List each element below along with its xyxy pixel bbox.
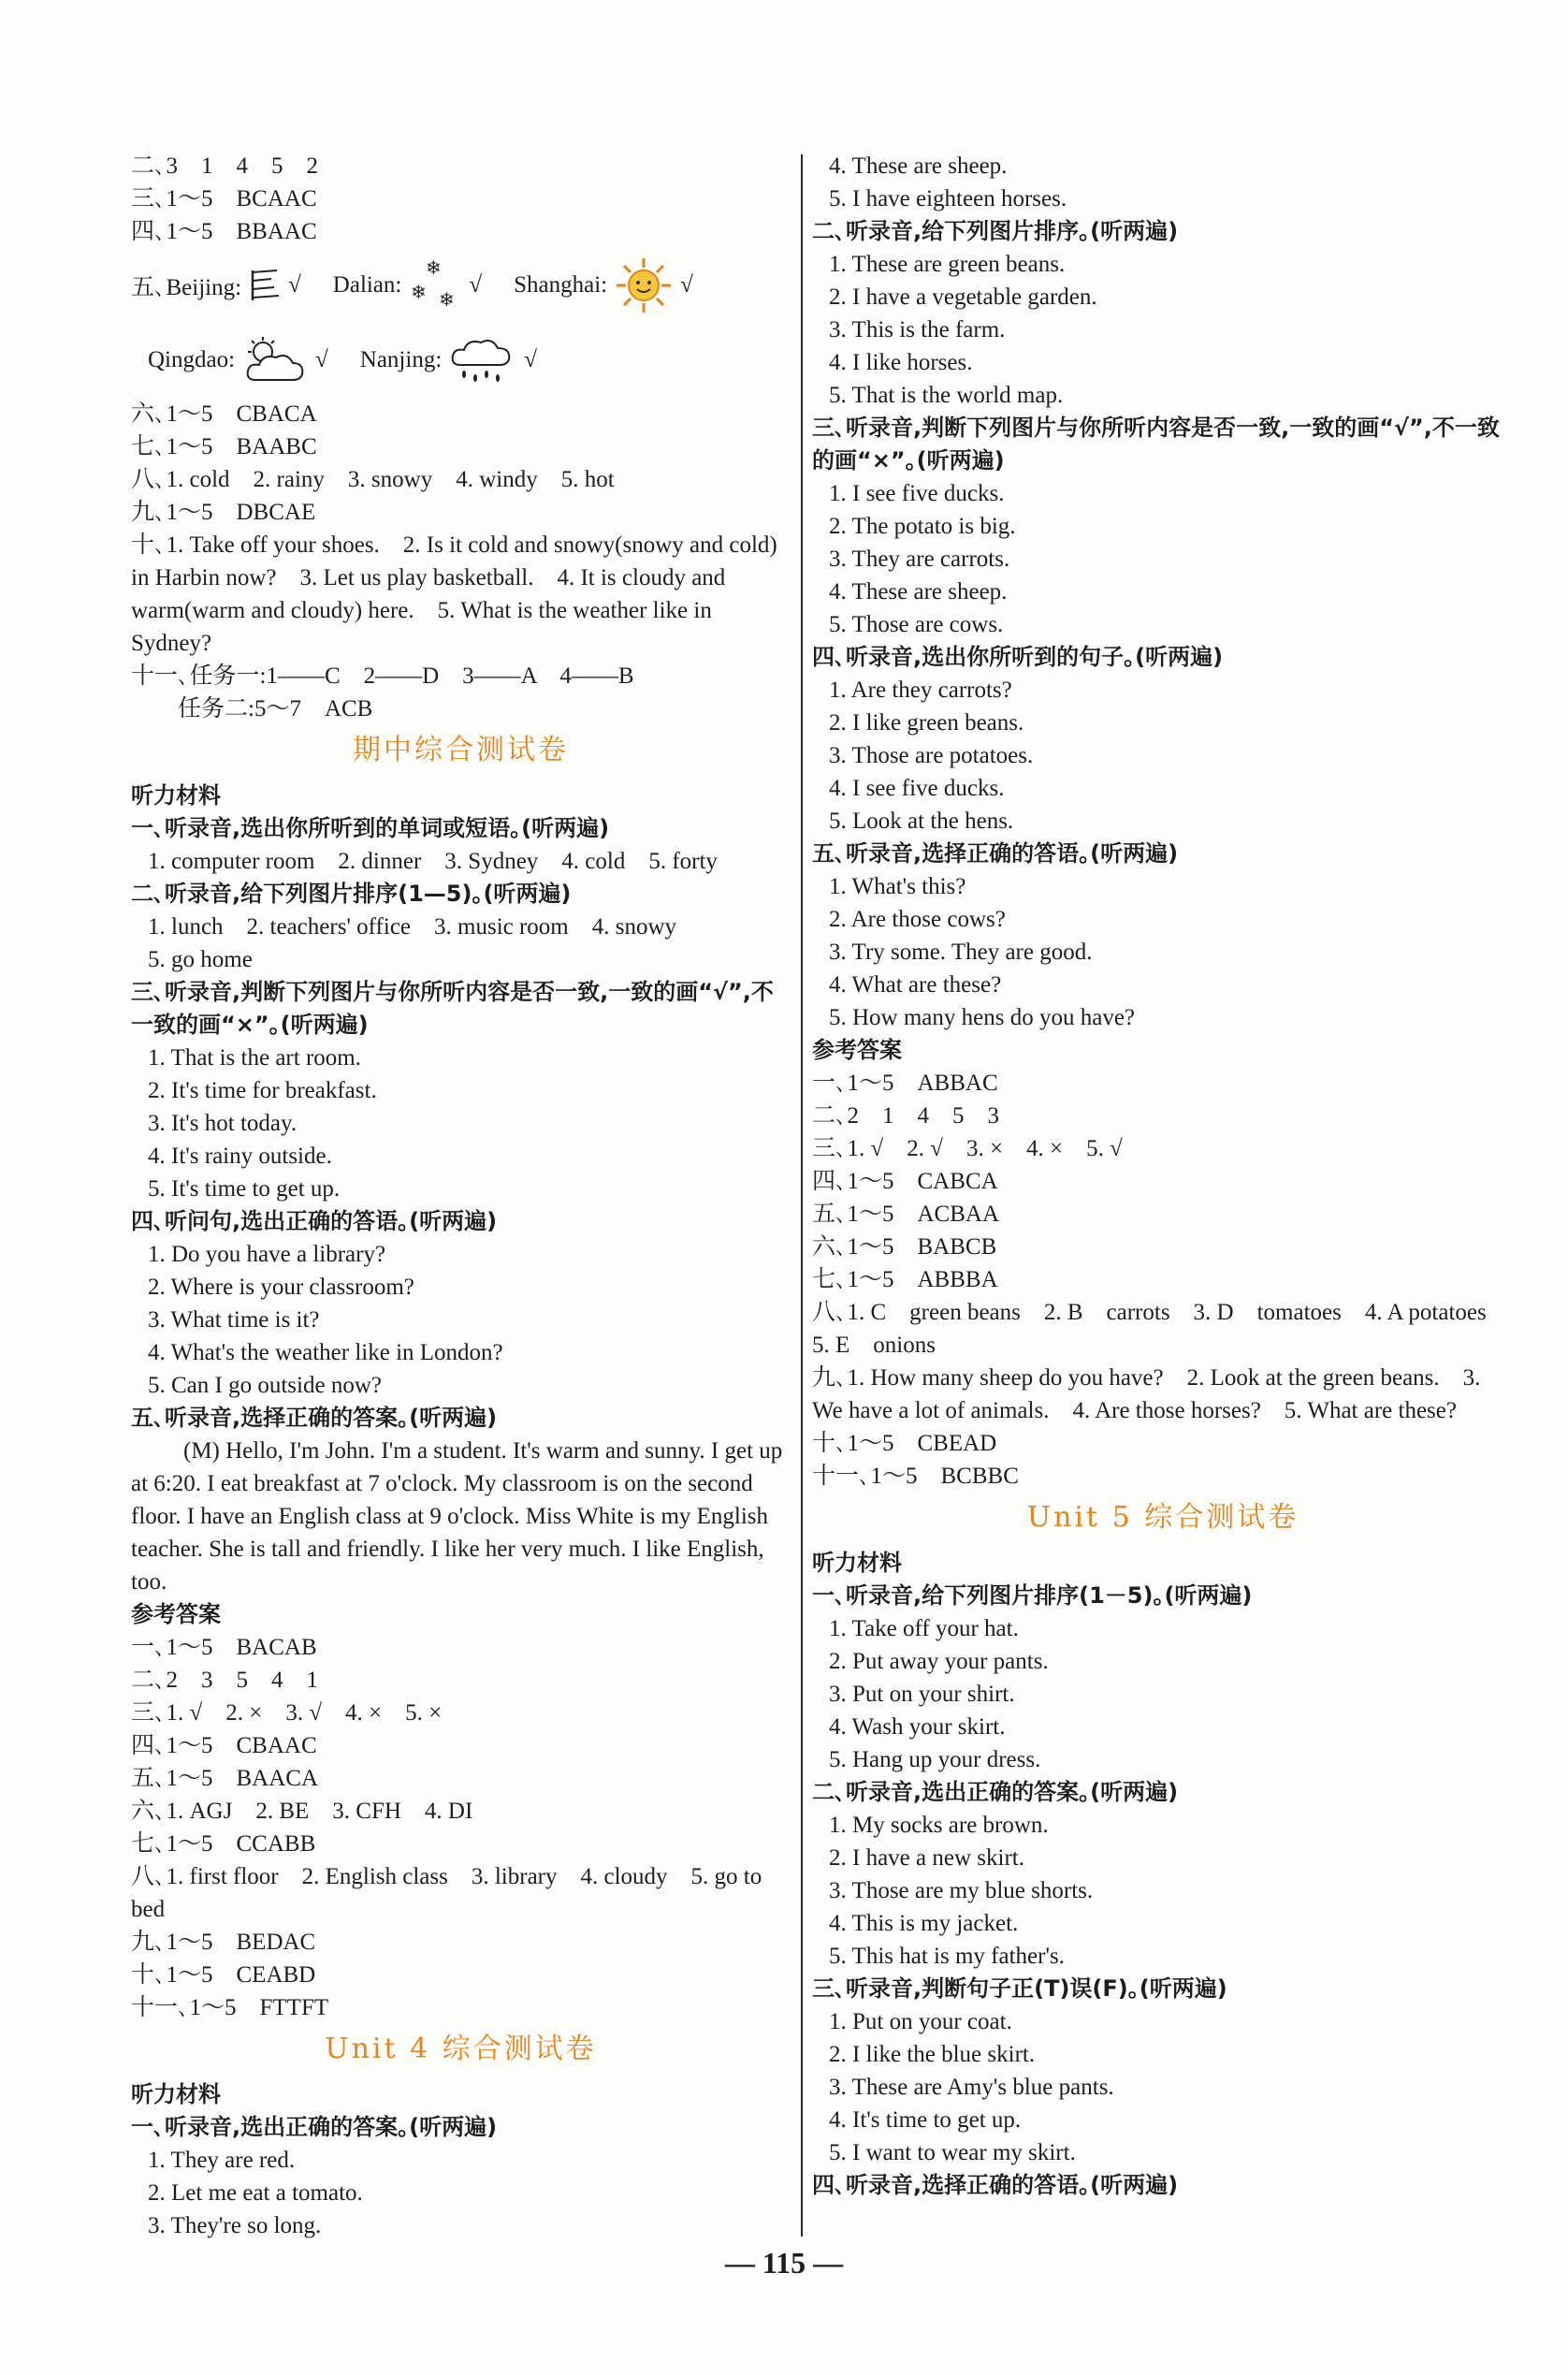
list-item: 3. Those are my blue shorts. [829,1878,1094,1903]
answer-line: 任务二:5～7 ACB [178,696,373,721]
answer-line: 十一､任务一:1——C 2——D 3——A 4——B [131,663,634,689]
answer-heading: 参考答案 [131,1601,221,1627]
listening-heading: 听力材料 [131,2081,221,2107]
list-item: 2. It's time for breakfast. [148,1078,377,1103]
answer-line: 四､1～5 BBAAC [131,219,317,244]
answer-line: 七､1～5 BAABC [131,434,317,459]
snow-icon [409,257,461,313]
question-heading: 四､听录音,选出你所听到的句子｡(听两遍) [812,644,1224,670]
list-item: 5. I want to wear my skirt. [829,2140,1076,2165]
answer-paragraph: 八､1. C green beans 2. B carrots 3. D tomatoes 4. A potatoes 5. E onions [812,1300,1510,1358]
page-number: — 115 — [724,2246,844,2280]
question-heading: 一､听录音,选出你所听到的单词或短语｡(听两遍) [131,815,610,841]
svg-text:❄: ❄ [411,281,428,303]
question-items: 5. go home [148,947,253,972]
listening-heading: 听力材料 [812,1550,902,1576]
question-heading: 二､听录音,给下列图片排序(1—5)｡(听两遍) [131,881,572,907]
list-item: 1. Take off your hat. [829,1616,1019,1641]
list-item: 3. Try some. They are good. [829,940,1093,965]
list-item: 5. This hat is my father's. [829,1944,1065,1969]
answer-line: 七､1～5 CCABB [131,1831,316,1857]
answer-line: 五､1～5 BAACA [131,1766,319,1791]
list-item: 2. I have a new skirt. [829,1845,1024,1871]
nanjing-label: Nanjing: [359,347,443,372]
list-item: 3. What time is it? [148,1307,320,1333]
list-item: 5. Look at the hens. [829,809,1014,834]
answer-line: 八､1. cold 2. rainy 3. snowy 4. windy 5. hot [131,467,615,492]
list-item: 4. It's rainy outside. [148,1144,332,1169]
beijing-label: 五､Beijing: [131,275,242,300]
list-item: 5. It's time to get up. [148,1176,341,1202]
answer-line: 四､1～5 CBAAC [131,1733,317,1758]
question-heading: 三､听录音,判断句子正(T)误(F)｡(听两遍) [812,1975,1227,2002]
list-item: 2. Where is your classroom? [148,1275,414,1300]
question-heading: 二､听录音,选出正确的答案｡(听两遍) [812,1779,1179,1805]
list-item: 4. These are sheep. [829,579,1008,605]
check-mark: √ [288,272,301,298]
list-item: 4. It's time to get up. [829,2107,1022,2133]
list-item: 4. What are these? [829,972,1002,998]
section-title-unit5: Unit 5 综合测试卷 [1026,1501,1299,1534]
answer-line: 五､1～5 ACBAA [812,1202,1000,1227]
list-item: 1. Do you have a library? [148,1242,386,1267]
list-item: 1. I see five ducks. [829,481,1005,506]
list-item: 3. This is the farm. [829,317,1006,342]
list-item: 2. I have a vegetable garden. [829,284,1097,310]
rain-cloud-icon [449,333,516,387]
cloud-sun-icon [242,337,308,384]
question-heading: 五､听录音,选择正确的答案｡(听两遍) [131,1405,498,1431]
check-mark: √ [524,347,538,372]
question-heading: 二､听录音,给下列图片排序｡(听两遍) [812,218,1179,244]
column-divider [801,154,803,2237]
question-heading: 一､听录音,给下列图片排序(1－5)｡(听两遍) [812,1582,1253,1609]
list-item: 2. I like green beans. [829,710,1024,736]
list-item: 4. Wash your skirt. [829,1714,1006,1740]
answer-line: 三､1～5 BCAAC [131,186,317,211]
list-item: 2. Put away your pants. [829,1649,1049,1674]
qingdao-label: Qingdao: [148,347,236,372]
answer-line: 十一､1～5 BCBBC [812,1464,1019,1489]
list-item: 2. I like the blue skirt. [829,2042,1036,2067]
answer-line: 三､1. √ 2. √ 3. × 4. × 5. √ [812,1136,1123,1161]
answer-line: 八､1. first floor 2. English class 3. library 4. cloudy 5. go to bed [131,1864,762,1922]
section-title-unit4: Unit 4 综合测试卷 [325,2033,597,2065]
svg-text:❄: ❄ [439,288,456,311]
answer-line: 二､2 3 5 4 1 [131,1668,319,1693]
answer-line: 十一､1～5 FTTFT [131,1995,329,2020]
list-item: 1. That is the art room. [148,1045,361,1071]
list-item: 1. Put on your coat. [829,2009,1012,2034]
answer-line: 六､1～5 BABCB [812,1234,997,1260]
answer-line: 一､1～5 BACAB [131,1635,317,1660]
list-item: 2. The potato is big. [829,514,1016,539]
list-item: 3. Put on your shirt. [829,1682,1015,1707]
list-item: 3. It's hot today. [148,1111,298,1136]
answer-line: 九､1～5 DBCAE [131,500,316,525]
list-item: 4. I like horses. [829,350,973,375]
list-item: 4. What's the weather like in London? [148,1340,503,1365]
list-item: 3. They are carrots. [829,546,1010,572]
list-item: 1. My socks are brown. [829,1813,1049,1838]
list-item: 1. Are they carrots? [829,678,1012,703]
list-item: 5. That is the world map. [829,383,1064,408]
question-items: 1. computer room 2. dinner 3. Sydney 4. cold 5. forty [148,849,718,874]
sun-icon [615,256,673,314]
answer-line: 十､1～5 CBEAD [812,1431,997,1456]
list-item: 3. They're so long. [148,2213,322,2238]
answer-line: 七､1～5 ABBBA [812,1267,998,1292]
list-item: 3. Those are potatoes. [829,743,1034,768]
list-item: 4. This is my jacket. [829,1911,1019,1936]
list-item: 5. Those are cows. [829,612,1004,637]
question-heading: 一､听录音,选出正确的答案｡(听两遍) [131,2114,498,2140]
answer-line: 十､1～5 CEABD [131,1962,316,1988]
list-item: 1. These are green beans. [829,252,1066,277]
answer-line: 一､1～5 ABBAC [812,1071,998,1096]
check-mark: √ [469,272,483,298]
listening-passage: (M) Hello, I'm John. I'm a student. It's warm and sunny. I get up at 6:20. I eat breakfast at 7 o'clock. My classroom is on the second floor. I have an English class at 9 o'clock. Miss White is my English teacher. She is tall and friendly. I like her very much. I like English, too. [131,1438,783,1595]
list-item: 5. Hang up your dress. [829,1747,1041,1772]
question-heading: 三､听录音,判断下列图片与你所听内容是否一致,一致的画“√”,不一致的画“×”｡(听两遍) [131,979,774,1038]
answer-line: 三､1. √ 2. × 3. √ 4. × 5. × [131,1700,443,1726]
section-title-midterm: 期中综合测试卷 [353,734,569,766]
weather-row-2 [131,323,791,398]
answer-line: 六､1. AGJ 2. BE 3. CFH 4. DI [131,1799,473,1824]
answer-line: 六､1～5 CBACA [131,401,317,427]
answer-paragraph: 十､1. Take off your shoes. 2. Is it cold and snowy(snowy and cold) in Harbin now? 3. Let us play basketball. 4. It is cloudy and warm(warm and cloudy) here. 5. What is the weather like in Sydney? [131,532,777,656]
list-item: 1. They are red. [148,2148,296,2173]
list-item: 2. Are those cows? [829,907,1006,932]
list-item: 3. These are Amy's blue pants. [829,2075,1114,2100]
answer-line: 四､1～5 CABCA [812,1169,998,1194]
shanghai-label: Shanghai: [514,272,608,298]
question-items: 1. lunch 2. teachers' office 3. music room 4. snowy [148,914,677,940]
question-heading: 四､听问句,选出正确的答语｡(听两遍) [131,1208,498,1234]
wind-icon [249,269,281,302]
dalian-label: Dalian: [332,272,402,298]
answer-paragraph: 九､1. How many sheep do you have? 2. Look at the green beans. 3. We have a lot of animals. 4. Are those horses? 5. What are these? [812,1365,1481,1423]
list-item: 1. What's this? [829,874,966,899]
answer-heading: 参考答案 [812,1037,902,1063]
list-item: 4. These are sheep. [829,153,1008,179]
svg-text:❄: ❄ [426,257,443,279]
answer-line: 二､2 1 4 5 3 [812,1103,1000,1129]
list-item: 4. I see five ducks. [829,776,1005,801]
right-column [812,150,1514,2202]
question-heading: 五､听录音,选择正确的答语｡(听两遍) [812,840,1179,867]
list-item: 5. I have eighteen horses. [829,186,1067,211]
list-item: 5. How many hens do you have? [829,1005,1136,1030]
question-heading: 三､听录音,判断下列图片与你所听内容是否一致,一致的画“√”,不一致的画“×”｡(听两遍) [812,415,1500,474]
answer-line: 九､1～5 BEDAC [131,1930,316,1955]
weather-row-1 [131,248,791,323]
list-item: 5. Can I go outside now? [148,1373,382,1398]
check-mark: √ [680,272,693,298]
left-column [131,150,791,2242]
answer-line: 二､3 1 4 5 2 [131,153,319,179]
list-item: 2. Let me eat a tomato. [148,2180,363,2206]
question-heading: 四､听录音,选择正确的答语｡(听两遍) [812,2172,1179,2198]
check-mark: √ [315,347,328,372]
listening-heading: 听力材料 [131,782,221,809]
